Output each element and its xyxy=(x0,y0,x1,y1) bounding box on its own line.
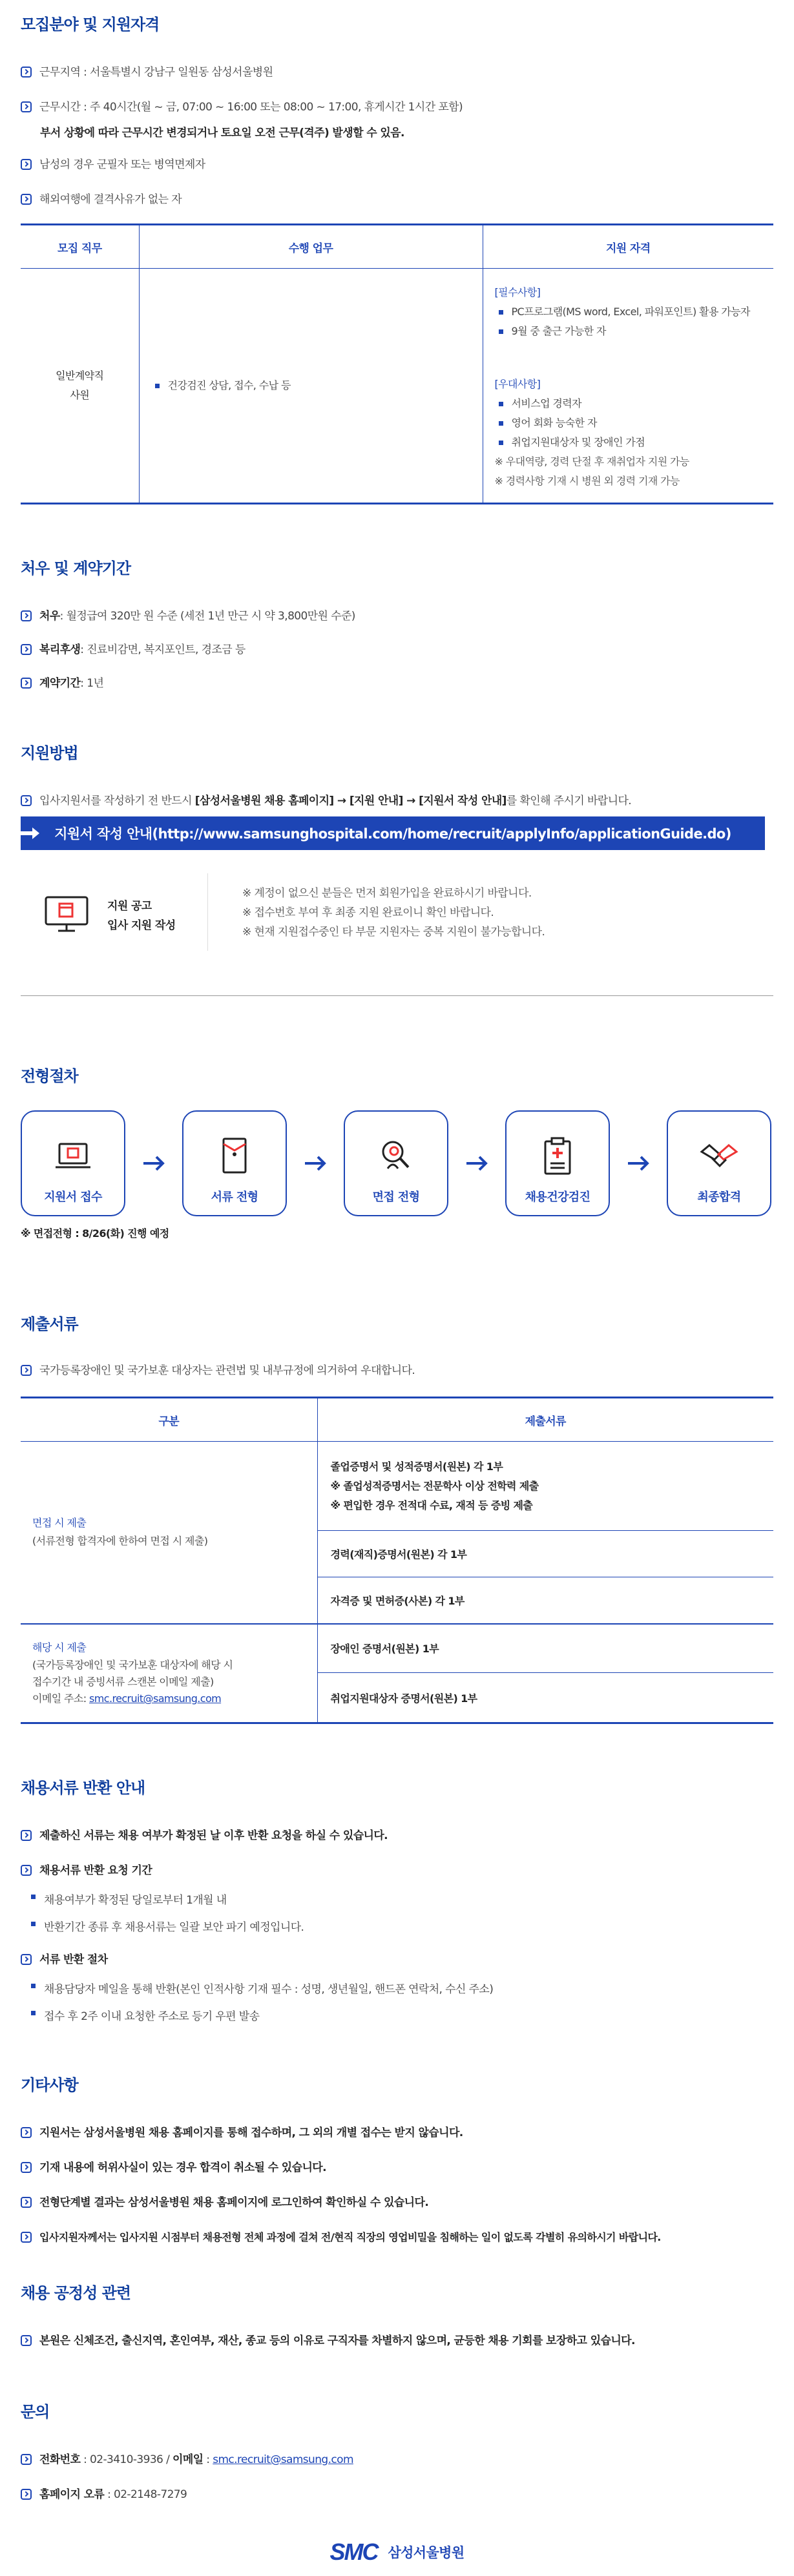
section-title: 처우 및 계약기간 xyxy=(21,559,131,577)
section-title: 문의 xyxy=(21,2403,50,2421)
table-header: 구분 xyxy=(21,1398,317,1442)
check-icon xyxy=(21,101,32,112)
return-period-list xyxy=(27,1887,773,1941)
arrow-right-icon xyxy=(141,1154,167,1173)
doc-cell: 졸업증명서 및 성적증명서(원본) 각 1부 ※ 졸업성적증명서는 전문학사 이상 전학력 제출 ※ 편입한 경우 전적대 수료, 재적 등 증빙 제출 xyxy=(317,1442,773,1531)
documents-table xyxy=(21,1397,773,1724)
recruit-table-wrap xyxy=(21,223,773,504)
check-icon xyxy=(21,1865,32,1876)
bullet-item: 전형단계별 결과는 삼성서울병원 채용 홈페이지에 로그인하여 확인하실 수 있습니다. xyxy=(21,2194,773,2211)
bullet-item: 복리후생: 진료비감면, 복지포인트, 경조금 등 xyxy=(21,641,773,658)
table-header: 모집 직무 xyxy=(21,225,139,269)
apply-notes xyxy=(242,884,545,942)
bullet-item: 입사지원서를 작성하기 전 반드시 [삼성서울병원 채용 홈페이지] → [지원 안내] → [지원서 작성 안내]를 확인해 주시기 바랍니다. xyxy=(21,793,773,809)
laptop-icon xyxy=(52,1135,94,1178)
bullet-item: 계약기간: 1년 xyxy=(21,675,773,692)
duty-cell xyxy=(139,269,483,504)
monitor-icon xyxy=(44,895,89,933)
job-title-cell: 일반계약직 사원 xyxy=(56,369,104,401)
bullet-item: 처우: 월정급여 320만 원 수준 (세전 1년 만근 시 약 3,800만원 수준) xyxy=(21,608,773,625)
clipboard-medical-icon xyxy=(536,1135,579,1178)
arrow-right-icon xyxy=(302,1154,328,1173)
check-icon xyxy=(21,2489,32,2500)
section-title: 채용 공정성 관련 xyxy=(21,2284,131,2302)
doc-cell: 취업지원대상자 증명서(원본) 1부 xyxy=(317,1673,773,1723)
recruit-table xyxy=(21,223,773,504)
list-item: 채용여부가 확정된 당일로부터 1개월 내 xyxy=(27,1887,773,1914)
step-interview: 면접 전형 xyxy=(344,1110,448,1216)
check-icon xyxy=(21,644,32,655)
fairness-section xyxy=(21,2280,773,2349)
check-icon xyxy=(21,1954,32,1965)
list-item: 취업지원대상자 및 장애인 가점 xyxy=(495,433,765,452)
preferred-list xyxy=(495,394,765,452)
step-document: 서류 전형 xyxy=(182,1110,287,1216)
bullet-item: 입사지원자께서는 입사지원 시점부터 채용전형 전체 과정에 걸쳐 전/현직 직장의 영업비밀을 침해하는 일이 없도록 각별히 유의하시기 바랍니다. xyxy=(21,2229,773,2246)
check-icon xyxy=(21,2197,32,2208)
benefit-section xyxy=(21,556,773,710)
recruit-section xyxy=(21,12,773,226)
note-item: ※ 계정이 없으신 분들은 먼저 회원가입을 완료하시기 바랍니다. xyxy=(242,887,532,900)
note-item: ※ 현재 지원접수중인 타 부문 지원자는 중복 지원이 불가능합니다. xyxy=(242,926,545,939)
duty-item: 건강검진 상담, 접수, 수납 등 xyxy=(151,376,483,395)
check-icon xyxy=(21,610,32,621)
check-icon xyxy=(21,1830,32,1841)
interview-note: ※ 면접전형 : 8/26(화) 진행 예정 xyxy=(21,1227,169,1240)
footer-logo xyxy=(0,2539,794,2566)
bullet-item: 근무시간 : 주 40시간(월 ~ 금, 07:00 ~ 16:00 또는 08:00 ~ 17:00, 휴게시간 1시간 포함) xyxy=(21,99,773,116)
check-icon xyxy=(21,795,32,806)
apply-info-box xyxy=(21,866,773,996)
check-icon xyxy=(21,1365,32,1376)
list-item: 9월 중 출근 가능한 자 xyxy=(495,322,765,341)
check-icon xyxy=(21,194,32,205)
bullet-item: 제출하신 서류는 채용 여부가 확정된 날 이후 반환 요청을 하실 수 있습니다. xyxy=(21,1827,773,1844)
return-section xyxy=(21,1775,773,2030)
smc-logo: SMC xyxy=(329,2539,378,2565)
bullet-item: 해외여행에 결격사유가 없는 자 xyxy=(21,191,773,208)
apply-box-title: 지원 공고 입사 지원 작성 xyxy=(107,900,176,932)
preferred-notes xyxy=(495,452,765,491)
section-title: 채용서류 반환 안내 xyxy=(21,1779,145,1797)
check-icon xyxy=(21,2127,32,2138)
step-health-check: 채용건강검진 xyxy=(505,1110,610,1216)
qualification-cell xyxy=(483,269,773,504)
bullet-item: 서류 반환 절차 xyxy=(21,1951,773,1968)
list-item: 반환기간 종류 후 채용서류는 일괄 보안 파기 예정입니다. xyxy=(27,1914,773,1941)
bullet-item: 남성의 경우 군필자 또는 병역면제자 xyxy=(21,156,773,173)
group-cell: 해당 시 제출 (국가등록장애인 및 국가보훈 대상자에 해당 시 접수기간 내 증빙서류 스캔본 이메일 제출) 이메일 주소: smc.recruit@samsung.com xyxy=(32,1641,233,1705)
email-link[interactable]: smc.recruit@samsung.com xyxy=(213,2453,353,2466)
list-item: 채용담당자 메일을 통해 반환(본인 인적사항 기재 필수 : 성명, 생년월일, 핸드폰 연락처, 수신 주소) xyxy=(27,1976,773,2003)
documents-table-wrap xyxy=(21,1397,773,1724)
envelope-icon xyxy=(213,1135,256,1178)
arrow-right-icon xyxy=(625,1154,651,1173)
check-icon xyxy=(21,2162,32,2173)
list-item: 접수 후 2주 이내 요청한 주소로 등기 우편 발송 xyxy=(27,2003,773,2030)
doc-cell: 장애인 증명서(원본) 1부 xyxy=(317,1624,773,1673)
check-icon xyxy=(21,678,32,689)
handshake-icon xyxy=(698,1135,740,1178)
bullet-item: 국가등록장애인 및 국가보훈 대상자는 관련법 및 내부규정에 의거하여 우대합니다. xyxy=(21,1362,773,1379)
note-item: ※ 경력사항 기재 시 병원 외 경력 기재 가능 xyxy=(494,475,680,487)
arrow-right-icon xyxy=(21,826,40,841)
step-apply: 지원서 접수 xyxy=(21,1110,125,1216)
preferred-title: [우대사항] xyxy=(494,378,541,390)
worktime-note: 부서 상황에 따라 근무시간 변경되거나 토요일 오전 근무(격주) 발생할 수 있음. xyxy=(40,127,404,140)
arrow-right-icon xyxy=(464,1154,490,1173)
bullet-item: 기재 내용에 허위사실이 있는 경우 합격이 취소될 수 있습니다. xyxy=(21,2159,773,2176)
doc-cell: 자격증 및 면허증(사본) 각 1부 xyxy=(317,1577,773,1624)
etc-section xyxy=(21,2072,773,2264)
bullet-item: 전화번호 : 02-3410-3936 / 이메일 : smc.recruit@samsung.com xyxy=(21,2451,773,2468)
email-link[interactable]: smc.recruit@samsung.com xyxy=(89,1692,222,1705)
list-item: 영어 회화 능숙한 자 xyxy=(495,413,765,433)
hospital-name: 삼성서울병원 xyxy=(388,2545,465,2560)
list-item: PC프로그램(MS word, Excel, 파워포인트) 활용 가능자 xyxy=(495,302,765,322)
process-section xyxy=(21,1063,773,1240)
required-title: [필수사항] xyxy=(494,286,541,298)
check-icon xyxy=(21,2454,32,2465)
group-cell: 면접 시 제출 (서류전형 합격자에 한하여 면접 시 제출) xyxy=(21,1442,317,1624)
application-guide-link[interactable]: 지원서 작성 안내(http://www.samsunghospital.com/home/recruit/applyInfo/applicationGuide.do) xyxy=(21,816,765,850)
list-item: 서비스업 경력자 xyxy=(495,394,765,413)
check-icon xyxy=(21,67,32,78)
table-header: 수행 업무 xyxy=(139,225,483,269)
section-title: 기타사항 xyxy=(21,2076,78,2094)
note-item: ※ 우대역량, 경력 단절 후 재취업자 지원 가능 xyxy=(494,455,689,468)
bullet-item: 본원은 신체조건, 출신지역, 혼인여부, 재산, 종교 등의 이유로 구직자를 차별하지 않으며, 균등한 채용 기회를 보장하고 있습니다. xyxy=(21,2332,773,2349)
table-header: 지원 자격 xyxy=(483,225,773,269)
doc-cell: 경력(재직)증명서(원본) 각 1부 xyxy=(317,1531,773,1577)
check-icon xyxy=(21,2335,32,2346)
section-title: 지원방법 xyxy=(21,744,78,762)
bullet-item: 홈페이지 오류 : 02-2148-7279 xyxy=(21,2486,773,2503)
required-list xyxy=(495,302,765,341)
bullet-item: 채용서류 반환 요청 기간 xyxy=(21,1862,773,1879)
contact-section xyxy=(21,2399,773,2521)
section-title: 전형절차 xyxy=(21,1067,78,1085)
apply-section xyxy=(21,740,773,809)
check-icon xyxy=(21,2232,32,2243)
bullet-item: 지원서는 삼성서울병원 채용 홈페이지를 통해 접수하며, 그 외의 개별 접수는 받지 않습니다. xyxy=(21,2124,773,2141)
magnifier-person-icon xyxy=(375,1135,417,1178)
process-flow xyxy=(21,1110,773,1216)
table-header: 제출서류 xyxy=(317,1398,773,1442)
documents-section xyxy=(21,1311,773,1379)
step-final: 최종합격 xyxy=(667,1110,771,1216)
section-title: 모집분야 및 지원자격 xyxy=(21,16,160,34)
section-title: 제출서류 xyxy=(21,1315,78,1333)
check-icon xyxy=(21,159,32,170)
return-process-list xyxy=(27,1976,773,2030)
bullet-item: 근무지역 : 서울특별시 강남구 일원동 삼성서울병원 xyxy=(21,64,773,81)
note-item: ※ 접수번호 부여 후 최종 지원 완료이니 확인 바랍니다. xyxy=(242,906,494,919)
